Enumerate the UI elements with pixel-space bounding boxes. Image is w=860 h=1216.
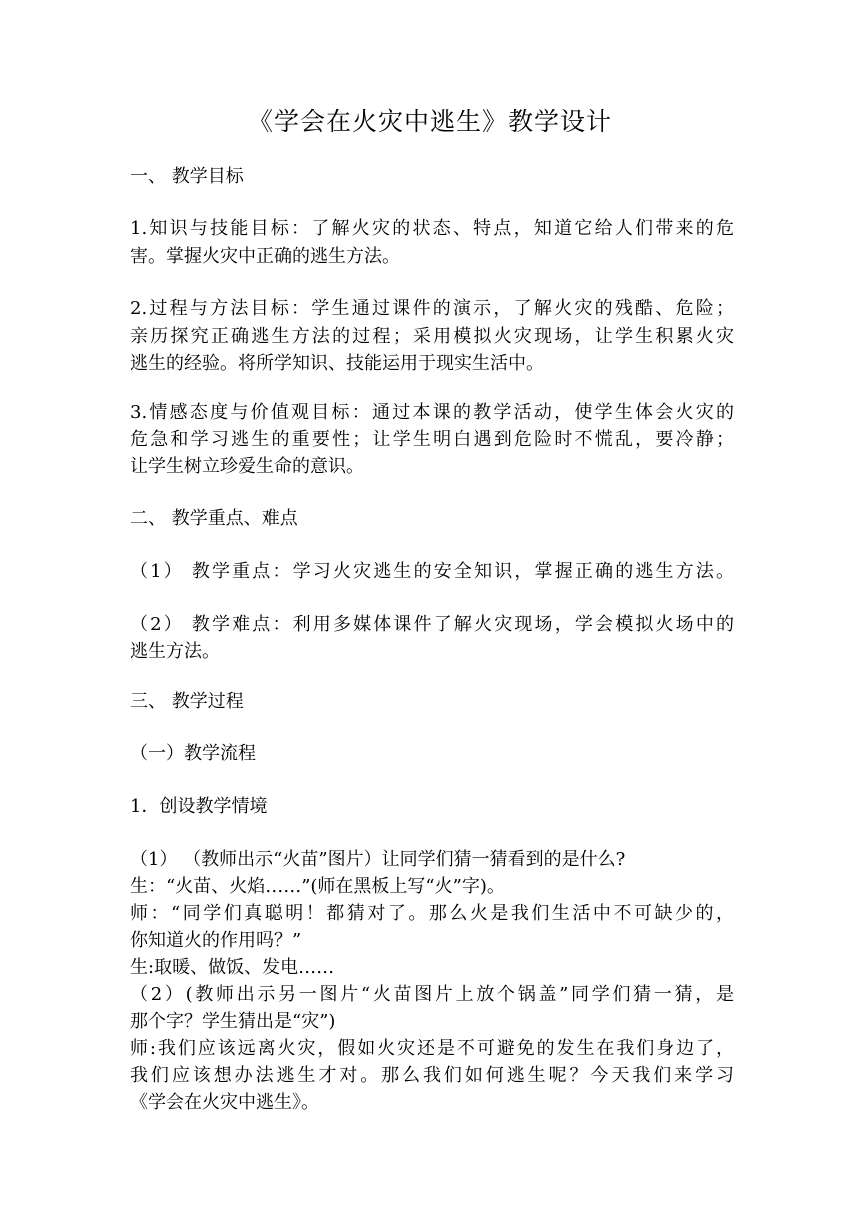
subheading-scenario: 1．创设教学情境 xyxy=(130,796,268,817)
paragraph-line: 我们应该想办法逃生才对。那么我们如何逃生呢？今天我们来学习 xyxy=(130,1065,734,1086)
paragraph-line: 3.情感态度与价值观目标：通过本课的教学活动，使学生体会火灾的 xyxy=(130,402,734,423)
section-heading-process: 三、 教学过程 xyxy=(130,691,244,712)
paragraph-line: 亲历探究正确逃生方法的过程；采用模拟火灾现场，让学生积累火灾 xyxy=(130,326,734,347)
paragraph-line: （1） （教师出示“火苗”图片）让同学们猜一猜看到的是什么? xyxy=(130,849,626,870)
paragraph-line: 1.知识与技能目标：了解火灾的状态、特点，知道它给人们带来的危 xyxy=(130,218,734,239)
document-title: 《学会在火灾中逃生》教学设计 xyxy=(247,107,612,136)
paragraph-line: 2.过程与方法目标：学生通过课件的演示，了解火灾的残酷、危险； xyxy=(130,298,734,319)
paragraph-line: 《学会在火灾中逃生》。 xyxy=(130,1092,319,1113)
paragraph-line: 逃生方法。 xyxy=(130,641,220,662)
section-heading-key-points: 二、 教学重点、难点 xyxy=(130,508,298,529)
paragraph-line: 生:取暖、做饭、发电…… xyxy=(130,957,335,978)
section-heading-objectives: 一、 教学目标 xyxy=(130,166,244,187)
paragraph-line: 让学生树立珍爱生命的意识。 xyxy=(130,456,364,477)
subheading-flow: （一）教学流程 xyxy=(130,743,256,764)
paragraph-line: （2） 教学难点：利用多媒体课件了解火灾现场，学会模拟火场中的 xyxy=(130,614,734,635)
paragraph-line: 你知道火的作用吗？” xyxy=(130,930,302,951)
paragraph-line: 那个字？学生猜出是“灾”) xyxy=(130,1011,336,1032)
paragraph-line: 危急和学习逃生的重要性；让学生明白遇到危险时不慌乱，要冷静； xyxy=(130,429,734,450)
paragraph-line: （2）(教师出示另一图片“火苗图片上放个锅盖”同学们猜一猜，是 xyxy=(130,984,734,1005)
paragraph-line: 逃生的经验。将所学知识、技能运用于现实生活中。 xyxy=(130,353,544,374)
paragraph-line: 生：“火苗、火焰……”(师在黑板上写“火”字)。 xyxy=(130,876,505,897)
paragraph-line: （1） 教学重点：学习火灾逃生的安全知识，掌握正确的逃生方法。 xyxy=(130,561,734,582)
paragraph-line: 师：“同学们真聪明！都猜对了。那么火是我们生活中不可缺少的， xyxy=(130,903,734,924)
paragraph-line: 害。掌握火灾中正确的逃生方法。 xyxy=(130,246,400,267)
paragraph-line: 师:我们应该远离火灾，假如火灾还是不可避免的发生在我们身边了， xyxy=(130,1038,734,1059)
